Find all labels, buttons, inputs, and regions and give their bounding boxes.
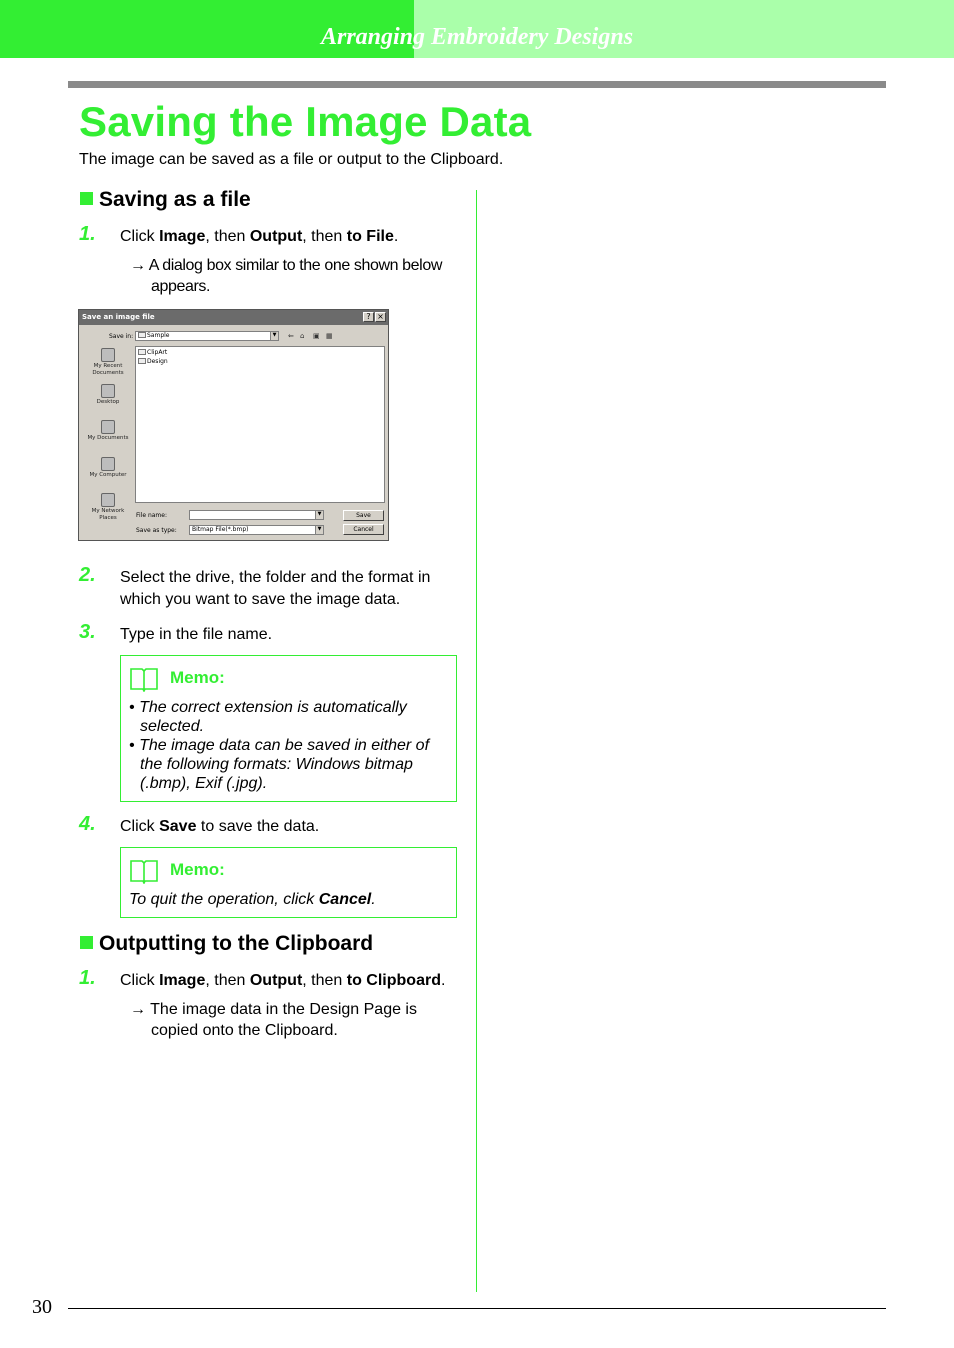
- step-result: → The image data in the Design Page is copied onto the Clipboard.: [130, 1001, 417, 1039]
- section-heading-clipboard: Outputting to the Clipboard: [80, 932, 373, 956]
- square-bullet-icon: [80, 192, 93, 205]
- chevron-down-icon: ▼: [315, 511, 323, 519]
- memo-title: Memo:: [170, 860, 225, 879]
- page-number: 30: [32, 1296, 52, 1318]
- book-icon: [129, 858, 159, 884]
- title-rule: [68, 81, 886, 88]
- place-network[interactable]: My Network Places: [83, 493, 133, 521]
- save-in-select[interactable]: Sample ▼: [135, 331, 279, 341]
- my-computer-icon: [101, 457, 115, 471]
- step-text: Click Image, then Output, then to Clipboard.: [120, 972, 446, 989]
- arrow-icon: →: [130, 1001, 146, 1018]
- place-recent-documents[interactable]: My Recent Documents: [83, 348, 133, 376]
- up-folder-icon[interactable]: ⌂: [300, 332, 305, 340]
- column-divider: [476, 190, 477, 1292]
- file-list[interactable]: [135, 346, 385, 503]
- list-item: • The correct extension is automatically selected.: [129, 699, 407, 735]
- close-button[interactable]: ×: [375, 312, 386, 322]
- arrow-icon: →: [130, 257, 146, 274]
- desktop-icon: [101, 384, 115, 398]
- square-bullet-icon: [80, 936, 93, 949]
- page-title: Saving the Image Data: [79, 98, 532, 145]
- file-name-label: File name:: [136, 512, 167, 519]
- step-text: Click Image, then Output, then to File.: [120, 228, 399, 245]
- save-in-label: Save in:: [109, 333, 134, 340]
- save-button[interactable]: Save: [343, 510, 384, 521]
- chevron-down-icon: ▼: [270, 332, 278, 340]
- file-name-field[interactable]: [189, 510, 324, 520]
- section-heading-save-file: Saving as a file: [80, 188, 251, 212]
- step-number: 1.: [79, 223, 96, 245]
- save-type-label: Save as type:: [136, 527, 177, 534]
- save-type-select[interactable]: Bitmap File(*.bmp) ▼: [189, 525, 324, 535]
- step-number: 2.: [79, 564, 96, 586]
- step-text: Click Save to save the data.: [120, 818, 320, 835]
- save-image-dialog: [78, 309, 389, 541]
- view-menu-icon[interactable]: ▦: [326, 332, 333, 340]
- memo-box: [120, 847, 457, 918]
- folder-icon: [138, 349, 146, 355]
- folder-icon: [138, 332, 146, 338]
- my-documents-icon: [101, 420, 115, 434]
- new-folder-icon[interactable]: ▣: [313, 332, 320, 340]
- step-result: → A dialog box similar to the one shown below appears.: [130, 257, 442, 295]
- list-item[interactable]: Design: [138, 358, 168, 366]
- cancel-button[interactable]: Cancel: [343, 524, 384, 535]
- step-text: Type in the file name.: [120, 626, 273, 643]
- step-number: 4.: [79, 813, 96, 835]
- memo-text: [129, 698, 429, 793]
- place-my-documents[interactable]: My Documents: [83, 420, 133, 442]
- intro-text: The image can be saved as a file or output to the Clipboard.: [79, 151, 504, 168]
- list-item[interactable]: ClipArt: [138, 349, 167, 357]
- place-desktop[interactable]: Desktop: [83, 384, 133, 406]
- folder-icon: [138, 358, 146, 364]
- dialog-title: Save an image file: [79, 310, 388, 325]
- place-my-computer[interactable]: My Computer: [83, 457, 133, 479]
- footer-rule: [68, 1308, 886, 1309]
- list-item: • The image data can be saved in either of the following formats: Windows bitmap (.bmp), Exif (.jpg).: [129, 737, 430, 792]
- recent-documents-icon: [101, 348, 115, 362]
- step-number: 3.: [79, 621, 96, 643]
- chapter-title: Arranging Embroidery Designs: [320, 24, 634, 50]
- step-number: 1.: [79, 967, 96, 989]
- back-icon[interactable]: ⇐: [288, 332, 294, 340]
- memo-title: Memo:: [170, 668, 225, 687]
- help-button[interactable]: ?: [363, 312, 374, 322]
- memo-box: [120, 655, 457, 802]
- step-text: Select the drive, the folder and the format in which you want to save the image data.: [120, 569, 431, 608]
- memo-text: To quit the operation, click Cancel.: [129, 891, 376, 908]
- book-icon: [129, 666, 159, 692]
- chevron-down-icon: ▼: [315, 526, 323, 534]
- network-places-icon: [101, 493, 115, 507]
